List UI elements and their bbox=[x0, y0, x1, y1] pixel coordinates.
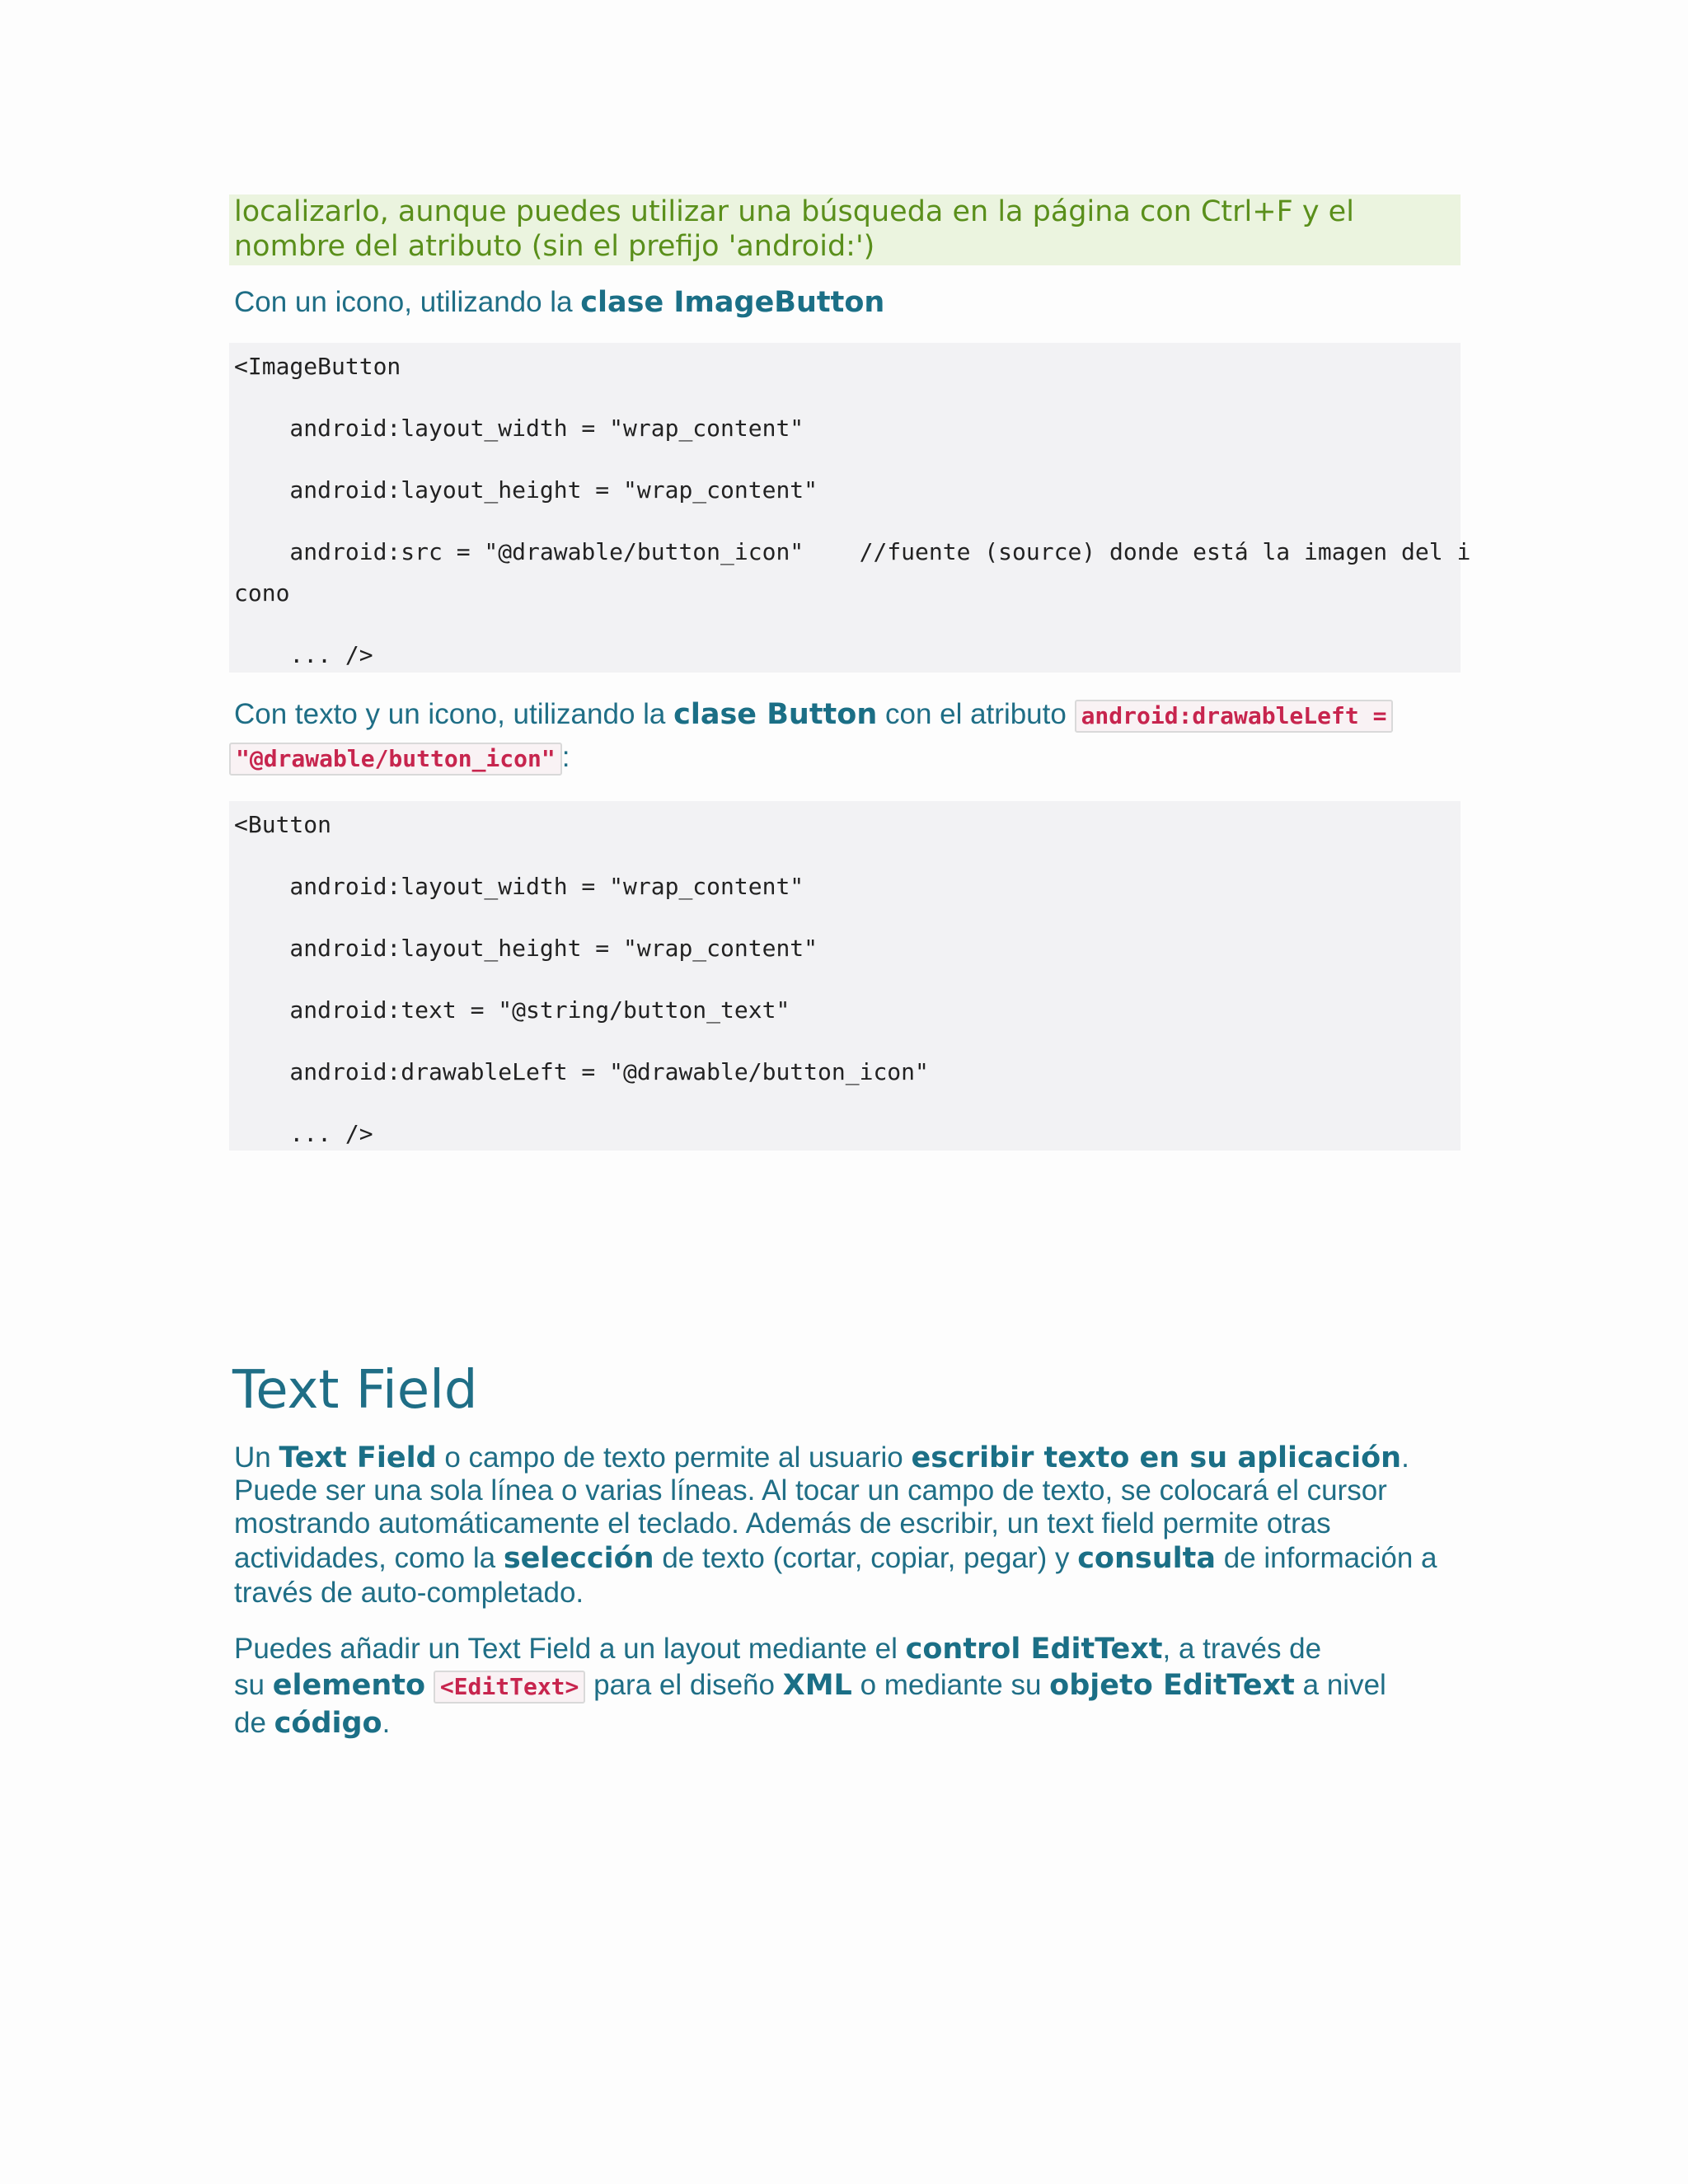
button-intro-cont: "@drawable/button_icon" : bbox=[234, 740, 570, 776]
textfield-para-line: través de auto-completado. bbox=[234, 1577, 584, 1609]
class-button: clase Button bbox=[673, 698, 878, 731]
code-line: android:layout_height = "wrap_content" bbox=[234, 476, 818, 504]
edittext-para-line: de código. bbox=[234, 1707, 391, 1740]
code-line: ... /> bbox=[234, 1120, 373, 1147]
textfield-para-line: Puede ser una sola línea o varias líneas. Al tocar un campo de texto, se colocará el cursor bbox=[234, 1474, 1387, 1507]
code-line: android:src = "@drawable/button_icon" //fuente (source) donde está la imagen del i bbox=[234, 538, 1471, 565]
code-line: ... /> bbox=[234, 641, 373, 668]
inline-code-drawable: "@drawable/button_icon" bbox=[229, 743, 562, 776]
code-line: android:layout_width = "wrap_content" bbox=[234, 415, 804, 442]
textfield-para-line: mostrando automáticamente el teclado. Además de escribir, un text field permite otras bbox=[234, 1507, 1331, 1540]
button-intro: Con texto y un icono, utilizando la clase Button con el atributo android:drawableLeft = bbox=[234, 697, 1393, 733]
code-line: android:layout_height = "wrap_content" bbox=[234, 935, 818, 962]
section-title: Text Field bbox=[232, 1360, 478, 1421]
code-line: <Button bbox=[234, 811, 332, 838]
button-code-block bbox=[229, 801, 1461, 1151]
note-line: localizarlo, aunque puedes utilizar una búsqueda en la página con Ctrl+F y el bbox=[234, 195, 1354, 228]
textfield-para-line: Un Text Field o campo de texto permite al usuario escribir texto en su aplicación. bbox=[234, 1441, 1409, 1474]
inline-code-drawableleft: android:drawableLeft = bbox=[1075, 700, 1394, 733]
edittext-para-line: su elemento <EditText> para el diseño XML o mediante su objeto EditText a nivel bbox=[234, 1669, 1386, 1702]
class-imagebutton: clase ImageButton bbox=[580, 286, 885, 319]
imagebutton-code-block bbox=[229, 343, 1471, 673]
code-line: <ImageButton bbox=[234, 353, 401, 380]
code-line: android:layout_width = "wrap_content" bbox=[234, 873, 804, 900]
imagebutton-intro: Con un icono, utilizando la clase ImageButton bbox=[234, 286, 885, 319]
code-line: android:text = "@string/button_text" bbox=[234, 996, 790, 1024]
code-line: android:drawableLeft = "@drawable/button_icon" bbox=[234, 1058, 929, 1085]
inline-code-edittext: <EditText> bbox=[434, 1671, 586, 1704]
edittext-para-line: Puedes añadir un Text Field a un layout mediante el control EditText, a través de bbox=[234, 1633, 1322, 1666]
code-line: cono bbox=[234, 579, 290, 607]
note-line: nombre del atributo (sin el prefijo 'android:') bbox=[234, 230, 875, 263]
textfield-para-line: actividades, como la selección de texto (cortar, copiar, pegar) y consulta de información a bbox=[234, 1542, 1437, 1575]
note-box bbox=[229, 194, 1461, 265]
